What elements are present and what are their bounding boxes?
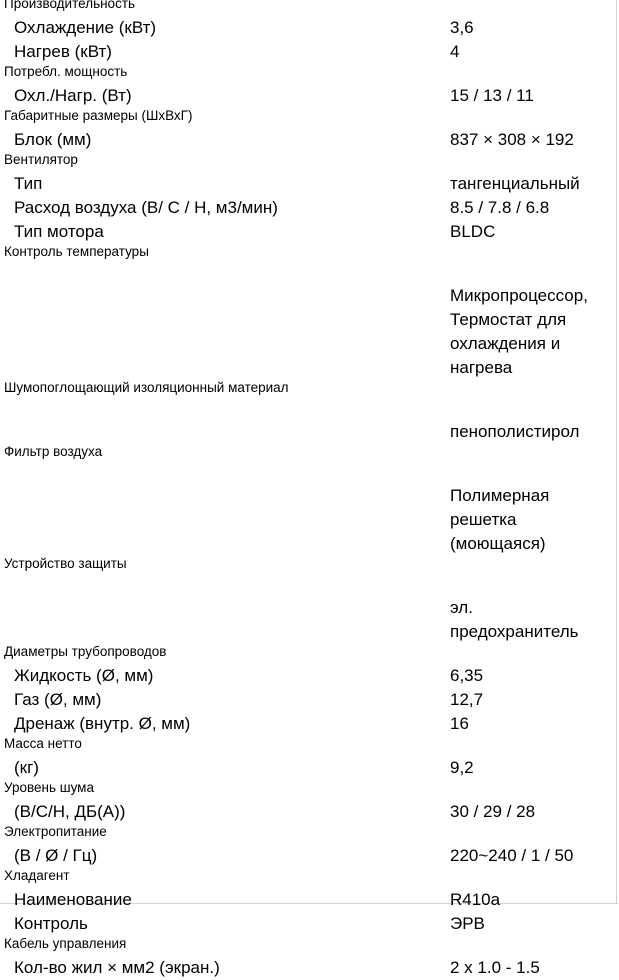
spec-label: (В / Ø / Гц) [14,846,98,865]
spec-value: 30 / 29 / 28 [450,802,536,821]
spec-row [0,420,616,444]
spec-value: ЭРВ [450,914,485,933]
spec-row [0,128,616,152]
spec-value: 15 / 13 / 11 [450,86,534,105]
spec-row [0,484,616,556]
table-border-right [616,0,617,904]
spec-label: Кол-во жил × мм2 (экран.) [14,958,220,977]
spec-row [0,956,616,980]
spec-label: Дренаж (внутр. Ø, мм) [14,714,191,733]
spec-row [0,712,616,736]
spec-label: Блок (мм) [14,130,92,149]
section-title-net-weight: Масса нетто [4,736,82,751]
spec-value: тангенциальный [450,174,580,193]
section-title-dimensions: Габаритные размеры (ШхВхГ) [4,108,193,123]
spec-row [0,688,616,712]
spec-row [0,284,616,380]
spec-label: Контроль [14,914,88,933]
section-title-fan: Вентилятор [4,152,78,167]
spec-row [0,912,616,936]
spec-value: 16 [450,714,469,733]
spec-label: (В/С/Н, ДБ(А)) [14,802,126,821]
spec-row [0,172,616,196]
spec-row [0,888,616,912]
spec-value: 220~240 / 1 / 50 [450,846,574,865]
spec-label: (кг) [14,758,39,777]
spec-label: Тип мотора [14,222,104,241]
spec-row [0,800,616,824]
spec-value: 12,7 [450,690,484,709]
spec-value: пенополистирол [450,422,580,441]
section-title-insulation: Шумопоглощающий изоляционный материал [4,380,289,395]
spec-value: 6,35 [450,666,484,685]
section-title-refrigerant: Хладагент [4,868,70,883]
spec-row [0,220,616,244]
section-title-performance: Производительность [4,0,136,11]
spec-value: 9,2 [450,758,474,777]
spec-value: R410a [450,890,501,909]
spec-label: Охлаждение (кВт) [14,18,157,37]
spec-row [0,16,616,40]
section-title-air-filter: Фильтр воздуха [4,444,103,459]
section-title-power-consumption: Потребл. мощность [4,64,128,79]
spec-value: 4 [450,42,460,61]
spec-value: 2 x 1.0 - 1.5 [450,958,540,977]
spec-label: Тип [14,174,43,193]
spec-value: эл. предохранитель [450,598,579,641]
spec-row [0,40,616,64]
spec-label: Наименование [14,890,132,909]
spec-label: Расход воздуха (В/ С / Н, м3/мин) [14,198,278,217]
spec-row [0,844,616,868]
spec-value: 8.5 / 7.8 / 6.8 [450,198,550,217]
spec-label: Охл./Нагр. (Вт) [14,86,132,105]
section-title-power-supply: Электропитание [4,824,107,839]
section-title-control-cable: Кабель управления [4,936,127,951]
section-title-pipe-diameters: Диаметры трубопроводов [4,644,167,659]
spec-label: Жидкость (Ø, мм) [14,666,154,685]
spec-value: 3,6 [450,18,474,37]
spec-label: Нагрев (кВт) [14,42,112,61]
section-title-temperature-control: Контроль температуры [4,244,149,259]
spec-row [0,596,616,644]
section-title-noise-level: Уровень шума [4,780,94,795]
spec-value: Полимерная решетка (моющаяся) [450,486,550,553]
spec-row [0,196,616,220]
spec-row [0,84,616,108]
section-title-protection: Устройство защиты [4,556,127,571]
spec-row [0,664,616,688]
spec-label: Газ (Ø, мм) [14,690,102,709]
spec-value: Микропроцессор, Термостат для охлаждения и нагрева [450,286,588,377]
spec-value: BLDC [450,222,496,241]
spec-row [0,756,616,780]
spec-value: 837 × 308 × 192 [450,130,574,149]
